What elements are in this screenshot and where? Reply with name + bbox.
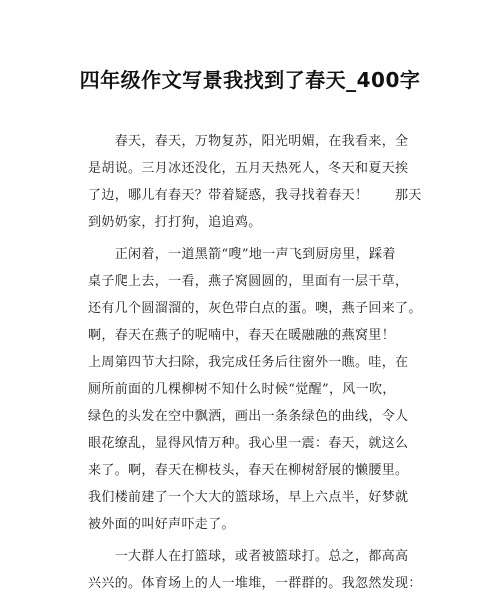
text-line: 了边，哪儿有春天？带着疑惑，我寻找着春天！ 那天 [88,188,422,203]
text-line: 我们楼前建了一个大大的篮球场，早上六点半，好梦就 [88,490,409,505]
text-line: 啊，春天在燕子的呢喃中，春天在暖融融的燕窝里！ [88,328,396,343]
text-line: 一大群人在打篮球，或者被篮球打。总之，都高高 [88,549,409,564]
text-line: 绿色的头发在空中飘洒，画出一条条绿色的曲线，令人 [88,409,409,424]
text-line: 还有几个圆溜溜的，灰色带白点的蛋。噢，燕子回来了。 [88,301,422,316]
document-body [88,128,420,597]
document-title: 四年级作文写景我找到了春天_400字 [79,68,421,92]
text-line: 上周第四节大扫除，我完成任务后往窗外一瞧。哇，在 [88,355,409,370]
text-line: 厕所前面的几棵柳树不知什么时候“觉醒”，风一吹， [88,382,396,397]
text-line: 被外面的叫好声吓走了。 [88,517,235,532]
text-line: 到奶奶家，打打狗，追追鸡。 [88,215,262,230]
text-line: 春天，春天，万物复苏，阳光明媚，在我看来，全 [88,134,409,149]
text-line: 兴兴的。体育场上的人一堆堆，一群群的。我忽然发现： [88,576,422,591]
text-line: 来了。啊，春天在柳枝头，春天在柳树舒展的懒腰里。 [88,463,409,478]
text-line: 是胡说。三月冰还没化，五月天热死人，冬天和夏天挨 [88,161,409,176]
text-line: 正闲着，一道黑箭“嗖”地一声飞到厨房里，踩着 [88,247,396,262]
text-line: 桌子爬上去，一看，燕子窝圆圆的，里面有一层干草， [88,274,409,289]
text-line: 眼花缭乱，显得风情万种。我心里一震：春天，就这么 [88,436,409,451]
